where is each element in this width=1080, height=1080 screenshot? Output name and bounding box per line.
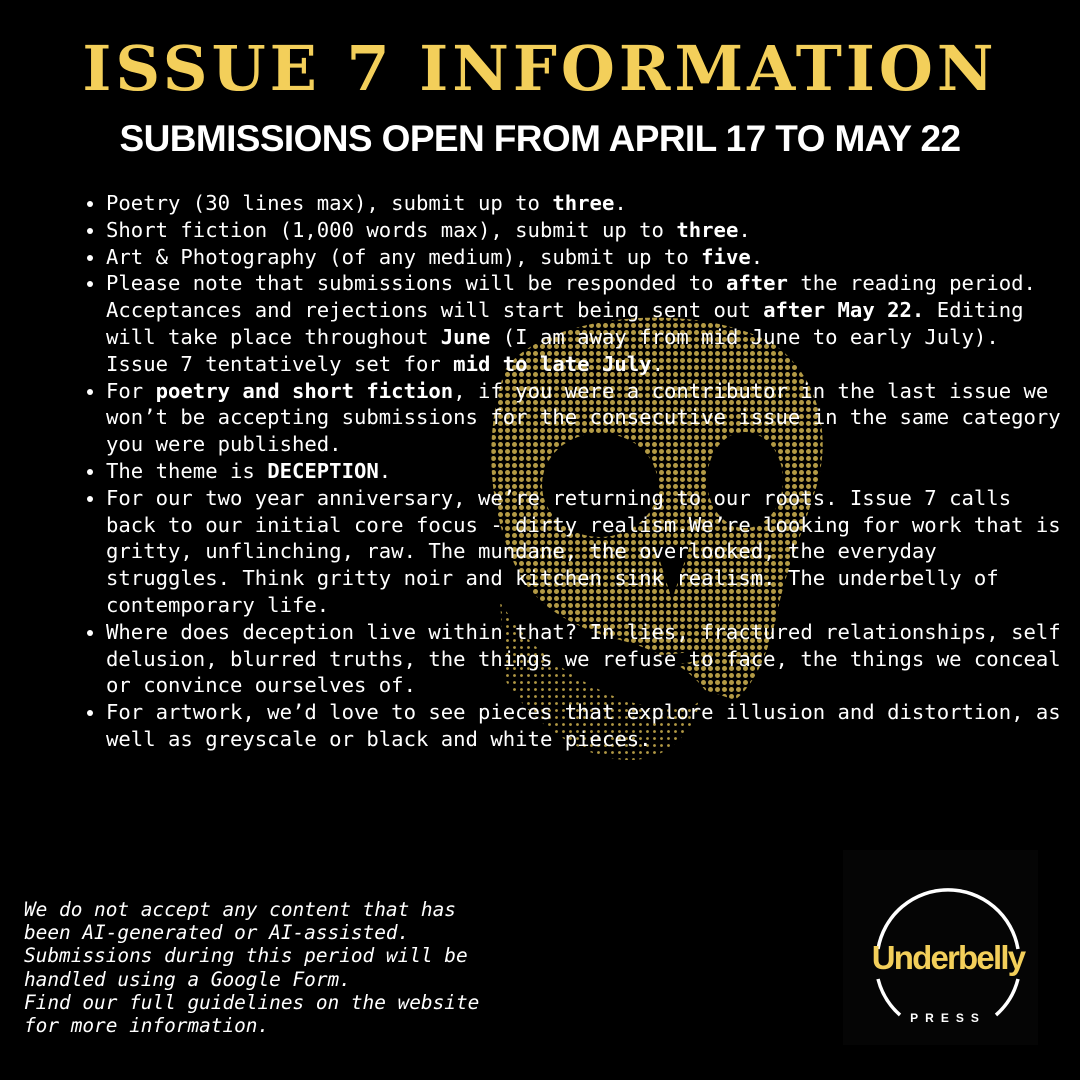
guideline-text: Where does deception live within that? In lies, fractured relationships, self delusion, blurred truths, the things we refuse to face, the things we conceal or convince ourselves of.: [106, 619, 1061, 698]
emphasis-text: three: [552, 191, 615, 215]
guideline-item: [106, 217, 1066, 244]
guideline-item: [106, 485, 1066, 619]
logo-press-label: PRESS: [910, 1011, 986, 1025]
guideline-text: For artwork, we’d love to see pieces that explore illusion and distortion, as well as greyscale or black and white pieces.: [106, 700, 1061, 751]
underbelly-press-logo: [868, 881, 1028, 1041]
submission-dates-heading: SUBMISSIONS OPEN FROM APRIL 17 TO MAY 22: [119, 118, 961, 159]
guideline-item: [106, 270, 1066, 377]
guideline-text: the reading period. Acceptances and rejections will start being sent out: [106, 271, 1036, 323]
guideline-item: [106, 458, 1066, 485]
guideline-text: .: [750, 244, 764, 269]
guideline-text: Editing will take place throughout: [106, 298, 1024, 349]
emphasis-text: June: [440, 324, 491, 349]
disclaimer-line: handled using a Google Form.: [24, 967, 351, 991]
emphasis-text: after May 22.: [763, 298, 925, 323]
guideline-text: .: [651, 351, 664, 376]
disclaimer-note: [24, 898, 584, 1037]
disclaimer-line: been AI-generated or AI-assisted.: [24, 921, 410, 945]
emphasis-text: poetry and short fiction: [155, 378, 454, 403]
guideline-text: .: [738, 217, 751, 242]
guideline-item: [106, 699, 1066, 753]
guideline-text: Short fiction (1,000 words max), submit up to: [106, 217, 677, 242]
guideline-text: For: [106, 378, 156, 403]
guideline-text: The theme is: [106, 458, 268, 483]
guideline-text: (I am away from mid June to early July). Issue 7 tentatively set for: [106, 324, 999, 376]
disclaimer-line: for more information.: [24, 1014, 270, 1038]
guideline-item: [106, 244, 1066, 271]
guideline-text: Please note that submissions will be responded to: [106, 271, 726, 296]
page-title: ISSUE 7 INFORMATION: [82, 32, 998, 105]
guideline-text: .: [614, 191, 627, 215]
emphasis-text: after: [725, 271, 788, 296]
guideline-text: Poetry (30 lines max), submit up to: [106, 191, 553, 215]
guidelines-list: [84, 190, 1066, 753]
guideline-text: Art & Photography (of any medium), submit up to: [106, 244, 702, 269]
guideline-item: [106, 619, 1066, 699]
emphasis-text: five: [701, 244, 751, 269]
guideline-item: [106, 378, 1066, 458]
guideline-text: For our two year anniversary, we’re returning to our roots. Issue 7 calls back to our initial core focus - dirty realism.We’re looking for work that is gritty, unflinching, raw. The mundane, the overlooked, the everyday struggles. Think gritty noir and kitchen sink realism. The underbelly of contemporary life.: [106, 485, 1061, 617]
emphasis-text: three: [676, 217, 739, 242]
logo-wordmark: Underbelly: [871, 939, 1025, 976]
guideline-item: [106, 190, 1066, 217]
disclaimer-line: We do not accept any content that has: [24, 898, 456, 921]
disclaimer-line: Find our full guidelines on the website: [24, 990, 480, 1014]
disclaimer-line: Submissions during this period will be: [24, 944, 468, 968]
guideline-text: .: [378, 458, 392, 483]
emphasis-text: DECEPTION: [267, 458, 379, 483]
guideline-text: , if you were a contributor in the last issue we won’t be accepting submissions for the consecutive issue in the same category you were published.: [106, 378, 1061, 457]
emphasis-text: mid to late July: [453, 351, 652, 376]
